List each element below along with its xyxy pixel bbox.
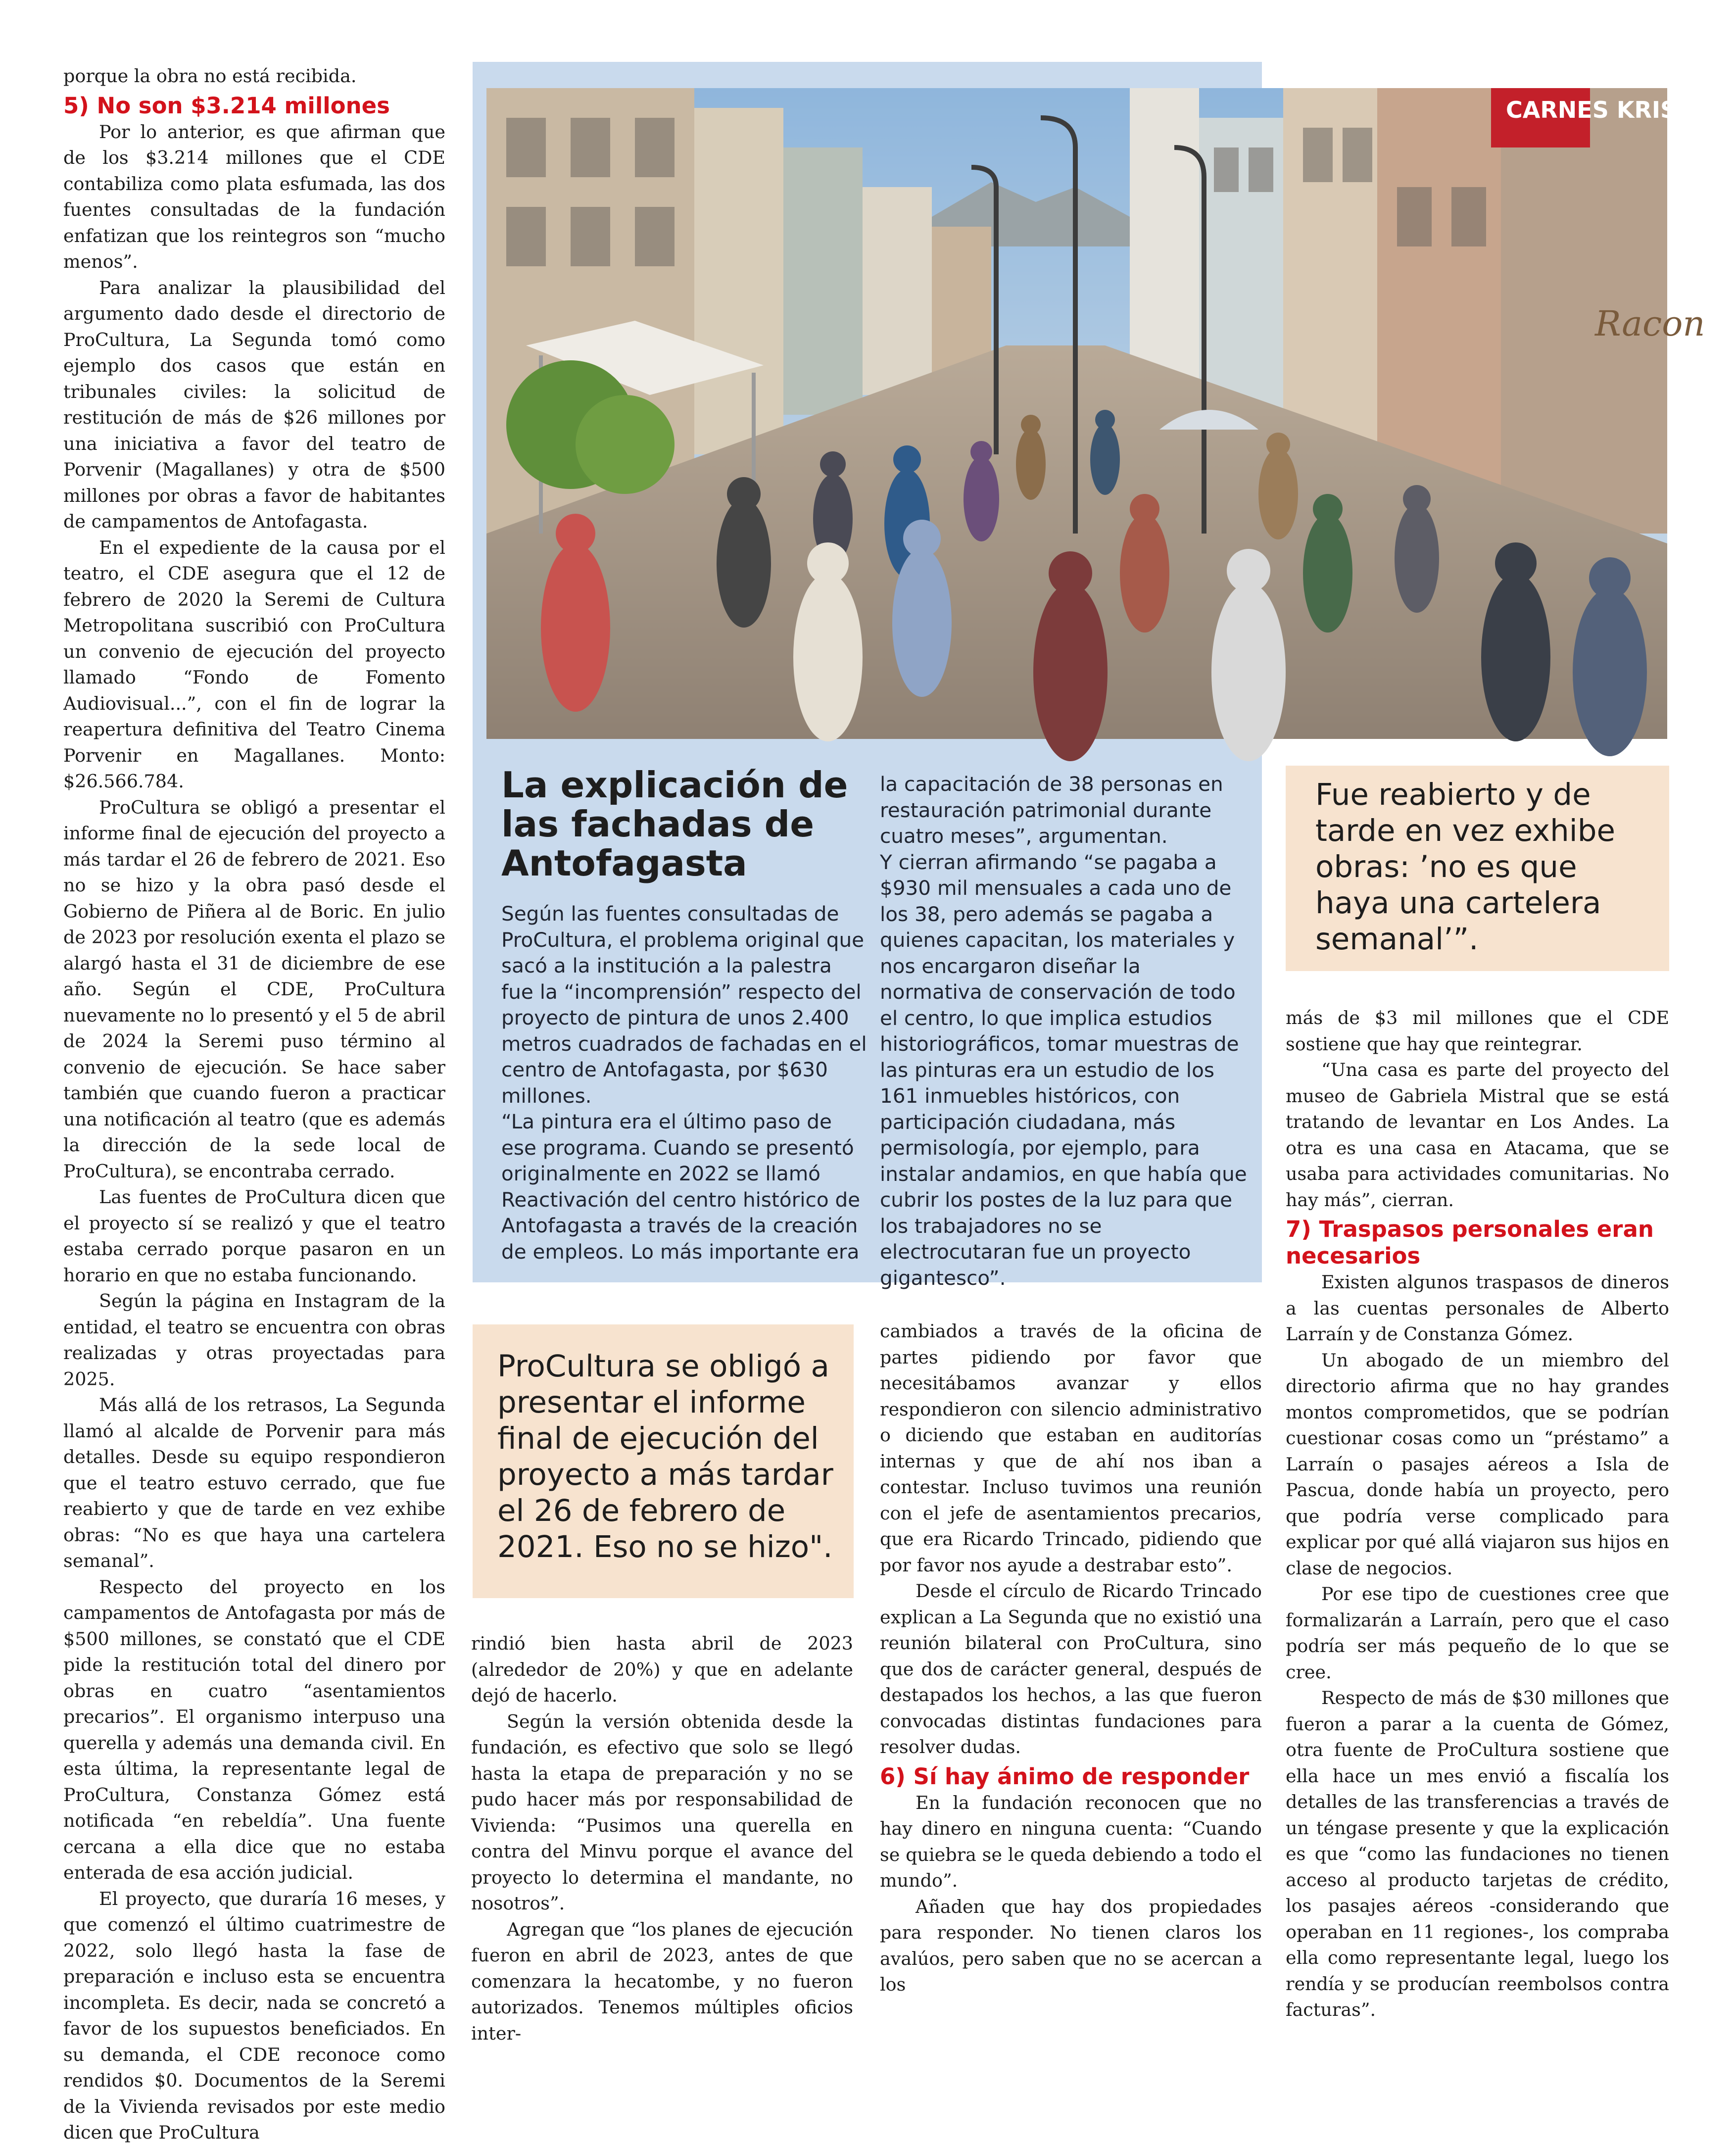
paragraph: rindió bien hasta abril de 2023 (alrededor de 20%) y que en adelante dejó de hacerlo. — [471, 1633, 853, 1706]
box-column-2 — [880, 771, 1249, 1291]
pull-quote-text: Fue reabierto y de tarde en vez exhibe obras: ’no es que haya una cartelera semanal’”. — [1315, 777, 1615, 957]
paragraph: En el expediente de la causa por el teatro, el CDE asegura que el 12 de febrero de 2020 la Seremi de Cultura Metropolitana suscribió con ProCultura un convenio de ejecución del proyecto llamado “Fondo de Fomento Audiovisual...”, con el fin de lograr la reapertura definitiva del Teatro Cinema Porvenir en Magallanes. Monto: $26.566.784. — [63, 536, 445, 792]
box-title: La explicación de las fachadas de Antofagasta — [501, 764, 848, 884]
paragraph: Más allá de los retrasos, La Segunda llamó al alcalde de Porvenir para más detalles. Desde su equipo respondieron que el teatro estuvo cerrado, que fue reabierto y que de tarde en vez exhibe obras: “No es que haya una cartelera semanal”. — [63, 1394, 445, 1571]
pull-quote — [473, 1324, 854, 1598]
section-heading-6: 6) Sí hay ánimo de responder — [880, 1763, 1250, 1790]
section-heading-7: 7) Traspasos personales eran necesarios — [1286, 1216, 1654, 1269]
paragraph: El proyecto, que duraría 16 meses, y que comenzó el último cuatrimestre de 2022, solo llegó hasta la fase de preparación e incluso esta se encuentra incompleta. Es decir, nada se concretó a favor de los supuestos beneficiados. En su demanda, el CDE reconoce como rendidos $0. Documentos de la Seremi de la Vivienda revisados por este medio dicen que ProCultura — [63, 1888, 445, 2143]
shop-sign: CARNES KRIS — [1506, 97, 1677, 123]
article-column-1 — [63, 63, 445, 2146]
street-photo — [486, 88, 1705, 739]
paragraph: Las fuentes de ProCultura dicen que el proyecto sí se realizó y que el teatro estaba cerrado porque pasaron en un horario en que no estaba funcionando. — [63, 1186, 445, 1286]
article-column-4 — [1286, 1005, 1669, 2023]
box-paragraph: “La pintura era el último paso de ese programa. Cuando se presentó originalmente en 2022 se llamó Reactivación del centro histórico de Antofagasta a través de la creación de empleos. Lo más importante era — [501, 1110, 861, 1264]
paragraph: Agregan que “los planes de ejecución fueron en abril de 2023, antes de que comenzara la hecatombe, y no fueron autorizados. Tenemos múltiples oficios inter- — [471, 1918, 853, 2044]
paragraph: Para analizar la plausibilidad del argumento dado desde el directorio de ProCultura, La Segunda tomó como ejemplo dos casos que están en tribunales civiles: la solicitud de restitución de más de $26 millones por una iniciativa a favor del teatro de Porvenir (Magallanes) y otra de $500 millones por obras a favor de habitantes de campamentos de Antofagasta. — [63, 277, 445, 532]
paragraph: En la fundación reconocen que no hay dinero en ninguna cuenta: “Cuando se quiebra se le queda debiendo a todo el mundo”. — [880, 1792, 1262, 1891]
box-paragraph: Según las fuentes consultadas de ProCultura, el problema original que sacó a la institución a la palestra fue la “incomprensión” respecto del proyecto de pintura de unos 2.400 metros cuadrados de fachadas en el centro de Antofagasta, por $630 millones. — [501, 902, 867, 1108]
pull-quote-text: ProCultura se obligó a presentar el informe final de ejecución del proyecto a más tardar el 26 de febrero de 2021. Eso no se hizo". — [497, 1349, 833, 1564]
paragraph: Respecto del proyecto en los campamentos de Antofagasta por más de $500 millones, se constató que el CDE pide la restitución total del dinero por obras en cuatro “asentamientos precarios”. El organismo interpuso una querella y además una demanda civil. En esta última, la representante legal de ProCultura, Constanza Gómez está notificada “en rebeldía”. Una fuente cercana a ella dice que no estaba enterada de esa acción judicial. — [63, 1576, 445, 1883]
paragraph: porque la obra no está recibida. — [63, 65, 357, 87]
section-heading-5: 5) No son $3.214 millones — [63, 92, 390, 119]
pull-quote — [1286, 766, 1669, 971]
article-column-2 — [471, 1631, 853, 2047]
box-column-1 — [501, 901, 870, 1265]
street-scene-illustration — [486, 88, 1705, 739]
paragraph: más de $3 mil millones que el CDE sostiene que hay que reintegrar. — [1286, 1007, 1669, 1055]
article-column-3 — [880, 1318, 1262, 1998]
paragraph: Desde el círculo de Ricardo Trincado explican a La Segunda que no existió una reunión bilateral con ProCultura, sino que dos de carácter general, después de destapados los hechos, a las que fueron convocadas distintas fundaciones para resolver dudas. — [880, 1580, 1262, 1757]
paragraph: Por lo anterior, es que afirman que de los $3.214 millones que el CDE contabiliza como plata esfumada, las dos fuentes consultadas de la fundación enfatizan que los reintegros son “mucho menos”. — [63, 121, 445, 272]
paragraph: Según la versión obtenida desde la fundación, es efectivo que solo se llegó hasta la etapa de preparación y no se pudo hacer más por responsabilidad de Vivienda: “Pusimos una querella en contra del Minvu porque el avance del proyecto lo determina el mandante, no nosotros”. — [471, 1710, 853, 1914]
paragraph: Un abogado de un miembro del directorio afirma que no hay grandes montos comprometidos, que se podrían cuestionar cosas como un “préstamo” a Larraín o pasajes aéreos a Isla de Pascua, donde había un proyecto, pero que podría verse complicado para explicar por qué allá viajaron sus hijos en clase de negocios. — [1286, 1349, 1669, 1579]
paragraph: Según la página en Instagram de la entidad, el teatro se encuentra con obras realizadas y otras proyectadas para 2025. — [63, 1290, 445, 1390]
paragraph: Por ese tipo de cuestiones cree que formalizarán a Larraín, pero que el caso podría ser más pequeño de lo que se cree. — [1286, 1583, 1669, 1683]
paragraph: cambiados a través de la oficina de partes pidiendo por favor que necesitábamos avanzar y ellos respondieron con silencio administrativo o diciendo que estaban en auditorías internas y que de ahí nos iban a contestar. Incluso tuvimos una reunión con el jefe de asentamientos precarios, que era Ricardo Trincado, pidiendo que por favor nos ayude a destrabar esto”. — [880, 1320, 1262, 1576]
paragraph: ProCultura se obligó a presentar el informe final de ejecución del proyecto a más tardar el 26 de febrero de 2021. Eso no se hizo y la obra pasó desde el Gobierno de Piñera al de Boric. En julio de 2023 por resolución exenta el plazo se alargó hasta el 31 de diciembre de ese año. Según el CDE, ProCultura nuevamente no lo presentó y el 5 de abril de 2024 la Seremi puso término al convenio de ejecución. Se hace saber también que cuando fueron a practicar una notificación al teatro (que es además la dirección de la sede local de ProCultura), se encontraba cerrado. — [63, 796, 445, 1182]
paragraph: Respecto de más de $30 millones que fueron a parar a la cuenta de Gómez, otra fuente de ProCultura sostiene que ella hace un mes envió a fiscalía los detalles de las transferencias a través de un téngase presente y que la explicación es que “como las fundaciones no tienen acceso al producto tarjetas de crédito, los pasajes aéreos -considerando que operaban en 11 regiones-, los compraba ella como representante legal, luego los rendía y se producían reembolsos contra facturas”. — [1286, 1687, 1669, 2020]
paragraph: Existen algunos traspasos de dineros a las cuentas personales de Alberto Larraín y de Constanza Gómez. — [1286, 1271, 1669, 1345]
box-paragraph: la capacitación de 38 personas en restauración patrimonial durante cuatro meses”, argumentan. — [880, 772, 1223, 848]
paragraph: “Una casa es parte del proyecto del museo de Gabriela Mistral que se está tratando de levantar en Los Andes. La otra es una casa en Atacama, que se usaba para actividades comunitarias. No hay más”, cierran. — [1286, 1059, 1669, 1211]
paragraph: Añaden que hay dos propiedades para responder. No tienen claros los avalúos, pero saben que no se acercan a los — [880, 1896, 1262, 1995]
shop-sign-right: Racon — [1595, 303, 1705, 344]
box-paragraph: Y cierran afirmando “se pagaba a $930 mil mensuales a cada uno de los 38, pero además se pagaba a quienes capacitan, los materiales y nos encargaron diseñar la normativa de conservación de todo el centro, lo que implica estudios historiográficos, tomar muestras de las pinturas era un estudio de los 161 inmuebles históricos, con participación ciudadana, más permisología, por ejemplo, para instalar andamios, en que había que cubrir los postes de la luz para que los trabajadores no se electrocutaran fue un proyecto gigantesco”. — [880, 850, 1247, 1290]
